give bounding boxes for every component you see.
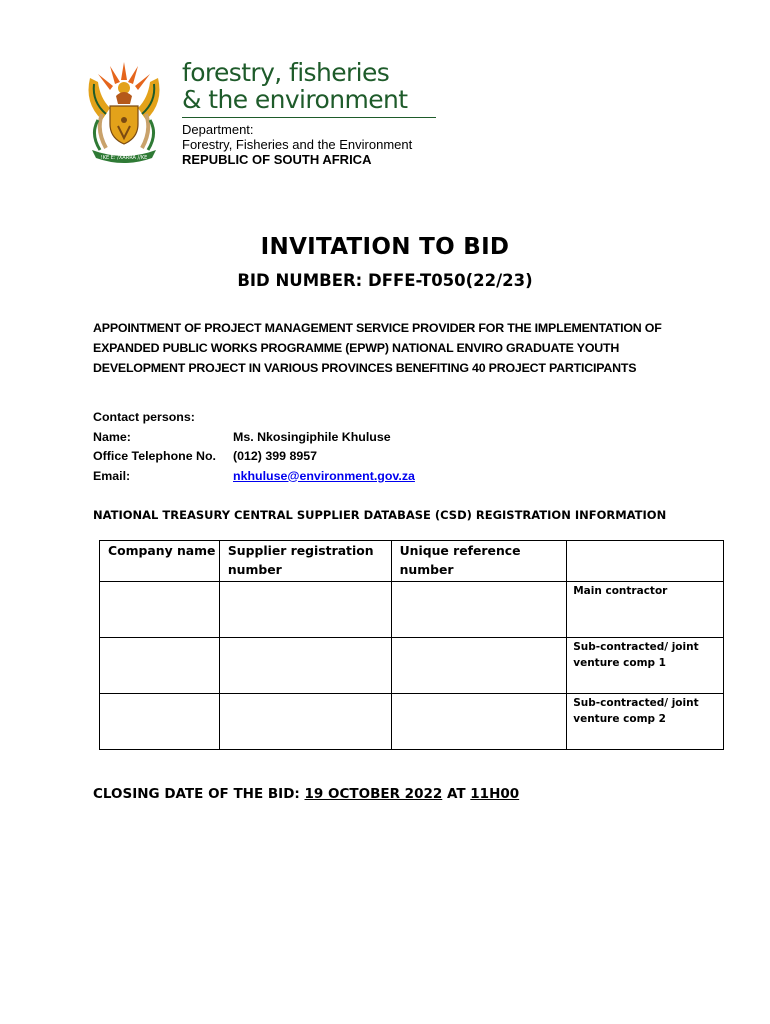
- closing-time-value: 11H00: [470, 786, 520, 802]
- csd-registration-table: [99, 540, 724, 750]
- contact-phone-row: [93, 447, 415, 467]
- contact-email-row: [93, 467, 415, 487]
- department-label: Department:: [182, 122, 254, 137]
- brand-divider: [182, 117, 436, 118]
- cell-supplier-registration[interactable]: [219, 638, 391, 694]
- closing-date-line: [93, 786, 519, 802]
- brand-title-line2: & the environment: [182, 85, 408, 114]
- contact-name-row: [93, 428, 415, 448]
- column-header-supplier-registration: Supplier registration number: [219, 541, 391, 582]
- bid-number: BID NUMBER: DFFE-T050(22/23): [237, 271, 533, 290]
- document-title: INVITATION TO BID: [260, 234, 510, 260]
- cell-unique-reference[interactable]: [391, 582, 567, 638]
- brand-title-line1: forestry, fisheries: [182, 58, 390, 87]
- cell-supplier-registration[interactable]: [219, 582, 391, 638]
- department-name: Forestry, Fisheries and the Environment: [182, 137, 413, 152]
- contact-email-label: Email:: [93, 468, 131, 483]
- column-header-unique-reference: Unique reference number: [391, 541, 567, 582]
- closing-date-prefix: CLOSING DATE OF THE BID:: [93, 786, 300, 802]
- cell-role-label: Main contractor: [567, 582, 724, 638]
- contact-name-label: Name:: [93, 429, 131, 444]
- contact-heading: Contact persons:: [93, 410, 195, 424]
- contact-name-value: Ms. Nkosingiphile Khuluse: [233, 429, 391, 444]
- column-header-company-name: Company name: [100, 541, 220, 582]
- closing-at: AT: [446, 786, 466, 802]
- cell-role-label: Sub-contracted/ joint venture comp 1: [567, 638, 724, 694]
- svg-text:!KE E: /XARRA //KE: !KE E: /XARRA //KE: [100, 155, 148, 161]
- cell-company-name[interactable]: [100, 694, 220, 750]
- table-row: [100, 582, 724, 638]
- csd-heading: NATIONAL TREASURY CENTRAL SUPPLIER DATABASE (CSD) REGISTRATION INFORMATION: [93, 508, 667, 522]
- cell-company-name[interactable]: [100, 582, 220, 638]
- cell-unique-reference[interactable]: [391, 694, 567, 750]
- republic-name: REPUBLIC OF SOUTH AFRICA: [182, 152, 372, 167]
- table-row: [100, 694, 724, 750]
- cell-role-label: Sub-contracted/ joint venture comp 2: [567, 694, 724, 750]
- contact-email-link[interactable]: nkhuluse@environment.gov.za: [233, 468, 415, 483]
- cell-unique-reference[interactable]: [391, 638, 567, 694]
- closing-date-value: 19 OCTOBER 2022: [304, 786, 443, 802]
- cell-supplier-registration[interactable]: [219, 694, 391, 750]
- contact-phone-label: Office Telephone No.: [93, 449, 216, 463]
- table-header-row: [100, 541, 724, 582]
- department-block: [182, 122, 412, 167]
- contact-block: [93, 408, 415, 486]
- cell-company-name[interactable]: [100, 638, 220, 694]
- table-row: [100, 638, 724, 694]
- contact-phone-value: (012) 399 8957: [233, 449, 318, 463]
- bid-description: APPOINTMENT OF PROJECT MANAGEMENT SERVICE PROVIDER FOR THE IMPLEMENTATION OF EXPANDED PUBLIC WORKS PROGRAMME (EPWP) NATIONAL ENVIRO GRADUATE YOUTH DEVELOPMENT PROJECT IN VARIOUS PROVINCES BENEFITING 40 PROJECT PARTICIPANTS: [93, 321, 662, 375]
- coat-of-arms-logo: [80, 58, 168, 166]
- column-header-role: [567, 541, 724, 582]
